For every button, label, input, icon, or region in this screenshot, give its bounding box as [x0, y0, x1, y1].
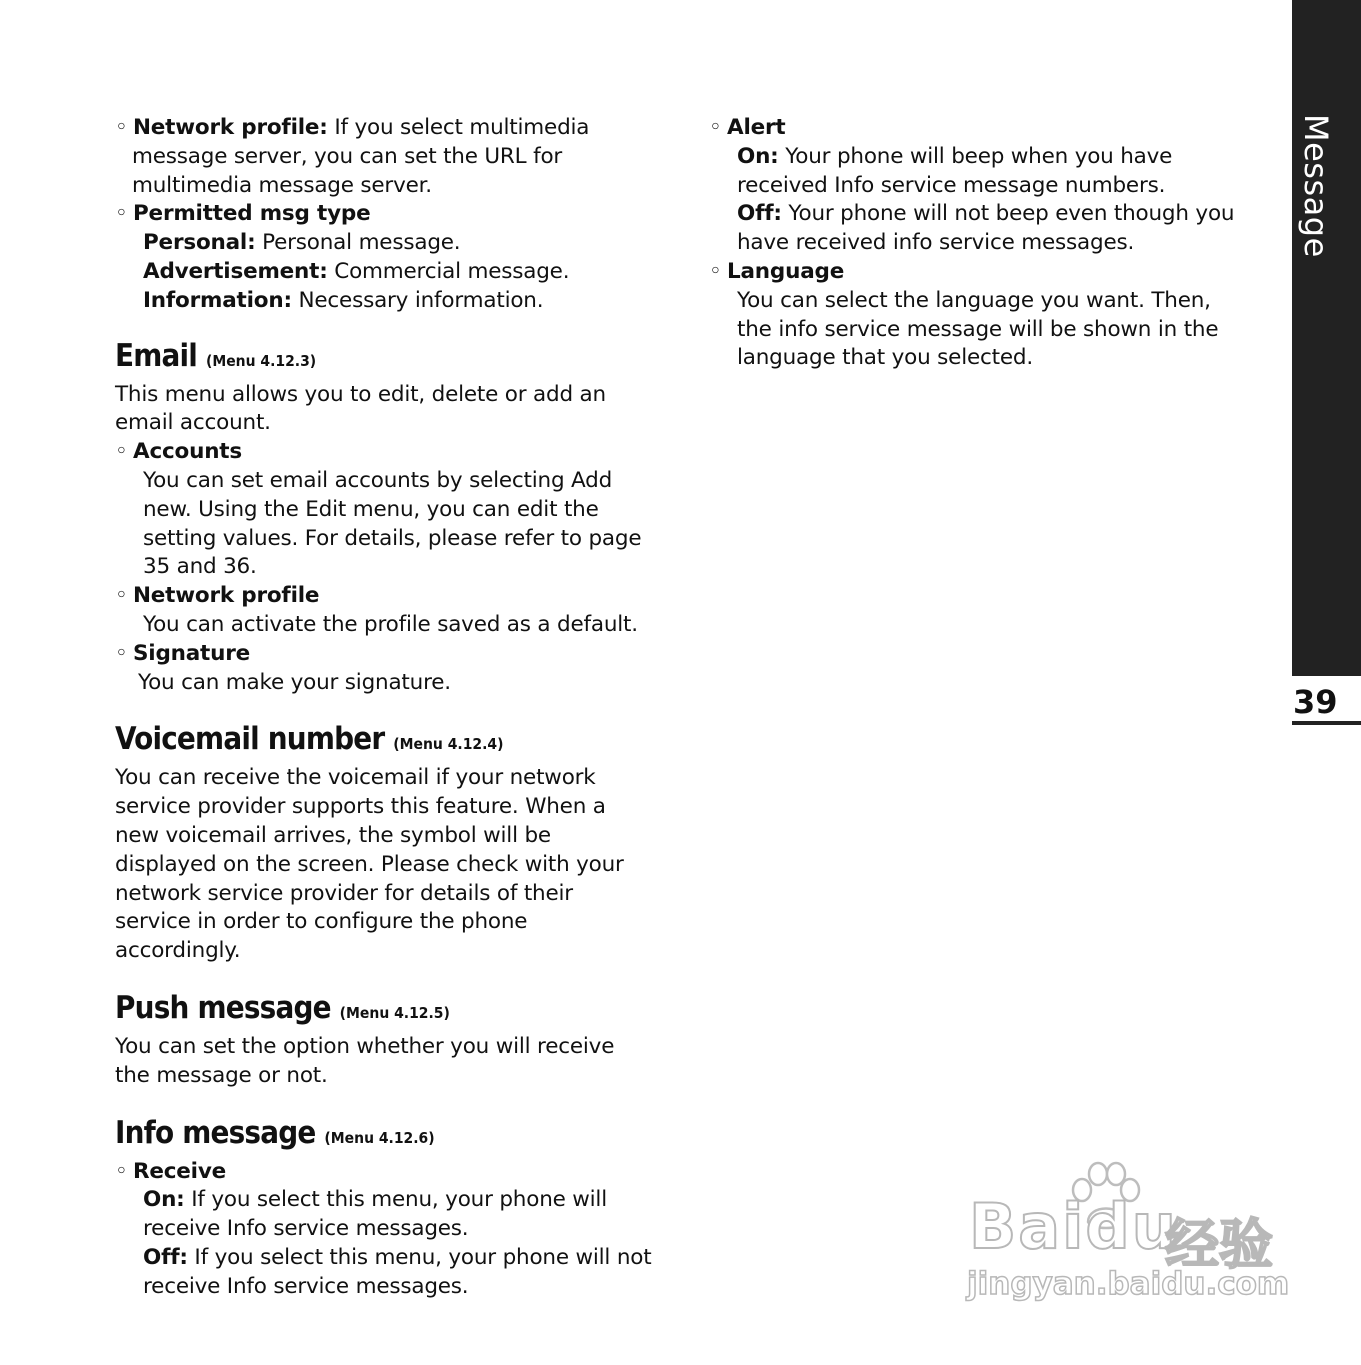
- text-line: If you select this menu, your phone will: [184, 1187, 607, 1213]
- section-tab-label: Message: [1297, 114, 1335, 258]
- text-line: new. Using the Edit menu, you can edit the: [143, 496, 599, 522]
- heading-network-profile: Network profile: [133, 583, 320, 609]
- term-on: On:: [737, 143, 779, 169]
- menu-number: (Menu 4.12.3): [205, 351, 317, 370]
- text-line: receive Info service messages.: [143, 1216, 469, 1242]
- menu-number: (Menu 4.12.5): [339, 1003, 450, 1022]
- watermark-brand: Baidu: [969, 1190, 1178, 1263]
- text-line: email account.: [115, 410, 271, 436]
- menu-number: (Menu 4.12.6): [324, 1128, 435, 1147]
- receive-off: [115, 1244, 675, 1273]
- text-line: multimedia message server.: [132, 172, 432, 198]
- text-line: 35 and 36.: [143, 554, 257, 580]
- text-line: message server, you can set the URL for: [132, 143, 563, 169]
- text-line: This menu allows you to edit, delete or add an: [115, 381, 606, 407]
- alert-on: [709, 143, 1269, 172]
- text-line: received Info service message numbers.: [737, 172, 1166, 198]
- text-line: You can receive the voicemail if your network: [115, 765, 596, 791]
- term-on: On:: [143, 1187, 185, 1213]
- text-line: You can select the language you want. Then,: [737, 287, 1211, 313]
- text-line: receive Info service messages.: [143, 1273, 469, 1299]
- bullet-alert: [709, 114, 1269, 143]
- page-number: 39: [1293, 683, 1338, 721]
- text-line: Your phone will beep when you have: [778, 143, 1173, 169]
- text-line: network service provider for details of their: [115, 880, 573, 906]
- term-personal: Personal:: [143, 230, 256, 256]
- heading-accounts: Accounts: [133, 439, 242, 465]
- text-advertisement: Commercial message.: [327, 258, 570, 284]
- term-advertisement: Advertisement:: [143, 258, 328, 284]
- text-information: Necessary information.: [291, 287, 544, 313]
- text-line: accordingly.: [115, 938, 241, 964]
- bullet-icon: ◦: [115, 439, 128, 465]
- bullet-accounts: [115, 438, 675, 467]
- text-personal: Personal message.: [255, 230, 461, 256]
- title-text: Push message: [115, 989, 331, 1026]
- right-column: [709, 114, 1269, 373]
- section-title-email: [115, 336, 675, 381]
- text-line: service provider supports this feature. When a: [115, 794, 606, 820]
- text-line: You can make your signature.: [138, 669, 451, 695]
- text-line: If you select multimedia: [327, 115, 590, 140]
- menu-number: (Menu 4.12.4): [393, 735, 504, 754]
- text-line: If you select this menu, your phone will not: [187, 1244, 652, 1270]
- page-number-rule: [1292, 721, 1361, 725]
- section-title-info: [115, 1113, 675, 1158]
- heading-signature: Signature: [133, 640, 251, 666]
- heading-language: Language: [727, 258, 845, 284]
- text-line: You can activate the profile saved as a default.: [143, 611, 638, 637]
- term-network-profile: Network profile:: [133, 115, 328, 140]
- text-line: the info service message will be shown in the: [737, 316, 1219, 342]
- left-column: [115, 114, 675, 1302]
- alert-off: [709, 200, 1269, 229]
- text-line: the message or not.: [115, 1062, 328, 1088]
- bullet-icon: ◦: [709, 258, 722, 284]
- term-off: Off:: [143, 1244, 188, 1270]
- section-title-push: [115, 988, 675, 1033]
- bullet-icon: ◦: [115, 583, 128, 609]
- bullet-icon: ◦: [115, 115, 128, 140]
- term-information: Information:: [143, 287, 292, 313]
- baidu-watermark: [965, 1160, 1290, 1320]
- text-line: You can set the option whether you will receive: [115, 1033, 615, 1059]
- bullet-signature: [115, 640, 675, 669]
- permitted-item-information: [115, 287, 675, 316]
- bullet-language: [709, 258, 1269, 287]
- bullet-icon: ◦: [115, 1158, 128, 1184]
- heading-permitted-msg-type: Permitted msg type: [133, 201, 371, 227]
- permitted-item-advertisement: [115, 258, 675, 287]
- term-off: Off:: [737, 201, 782, 227]
- title-text: Email: [115, 337, 198, 374]
- watermark-url: jingyan.baidu.com: [967, 1266, 1290, 1302]
- section-tab: [1292, 0, 1361, 676]
- text-line: Your phone will not beep even though you: [781, 201, 1235, 227]
- bullet-network-profile-email: [115, 582, 675, 611]
- permitted-item-personal: [115, 229, 675, 258]
- bullet-icon: ◦: [115, 201, 128, 227]
- text-line: new voicemail arrives, the symbol will be: [115, 822, 551, 848]
- heading-alert: Alert: [727, 115, 786, 140]
- bullet-receive: [115, 1158, 675, 1187]
- bullet-permitted-msg-type: [115, 200, 675, 229]
- text-line: service in order to configure the phone: [115, 909, 528, 935]
- text-line: have received info service messages.: [737, 230, 1135, 256]
- bullet-icon: ◦: [709, 115, 722, 140]
- bullet-icon: ◦: [115, 640, 128, 666]
- heading-receive: Receive: [133, 1158, 227, 1184]
- text-line: displayed on the screen. Please check with your: [115, 851, 624, 877]
- bullet-network-profile: [115, 114, 675, 143]
- section-title-voicemail: [115, 719, 675, 764]
- text-line: You can set email accounts by selecting Add: [143, 467, 613, 493]
- text-line: setting values. For details, please refer to page: [143, 525, 642, 551]
- receive-on: [115, 1186, 675, 1215]
- title-text: Voicemail number: [115, 721, 385, 758]
- watermark-cn: 经验: [1165, 1213, 1273, 1276]
- title-text: Info message: [115, 1114, 316, 1151]
- text-line: language that you selected.: [737, 345, 1033, 371]
